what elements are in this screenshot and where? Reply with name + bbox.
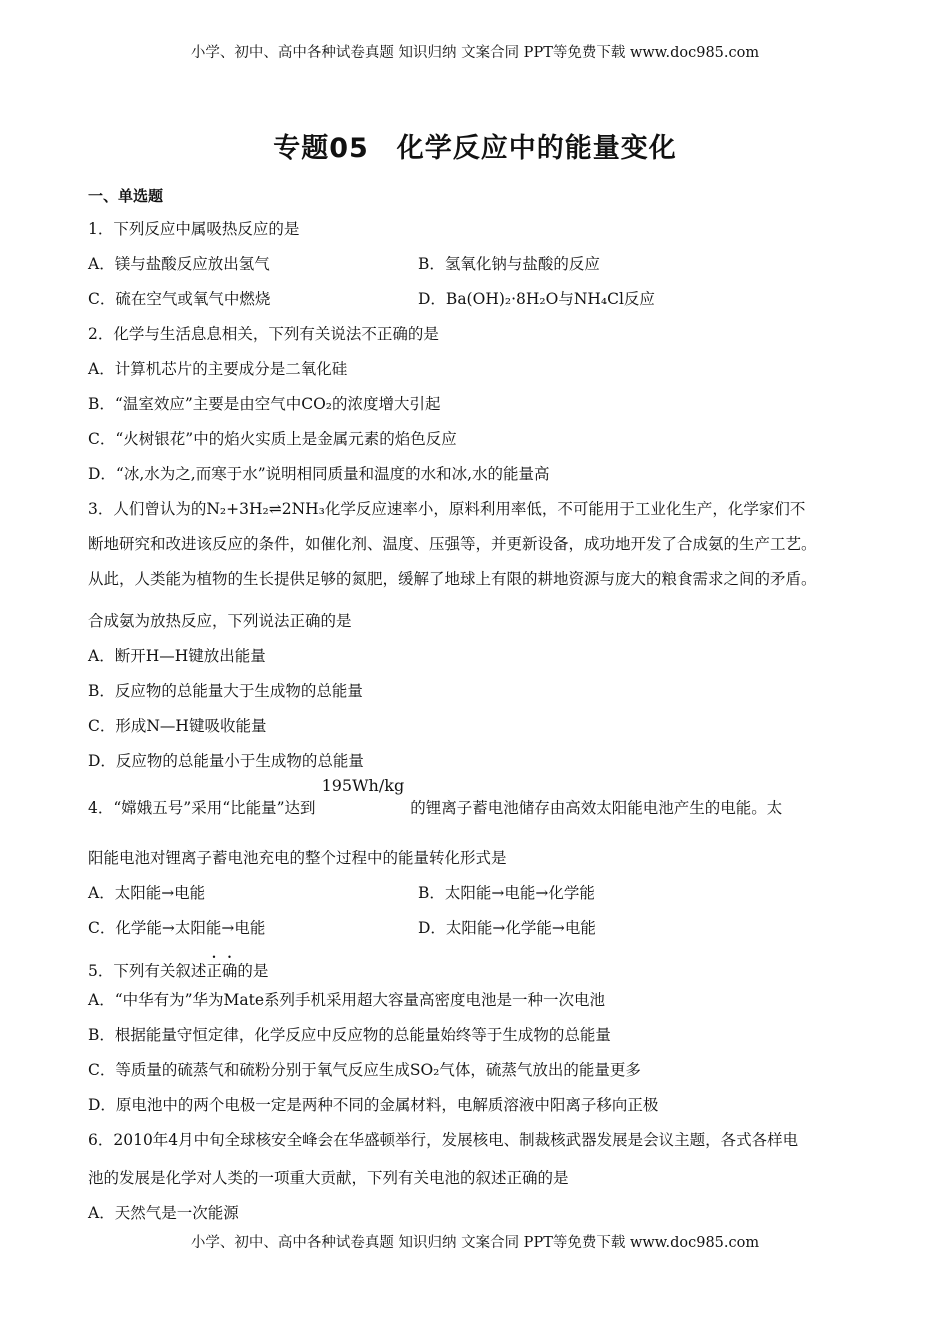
question-stem: 池的发展是化学对人类的一项重大贡献，下列有关电池的叙述正确的是 [88,1169,569,1187]
stem-text: 的是 [237,962,269,980]
page-header: 小学、初中、高中各种试卷真题 知识归纳 文案合同 PPT等免费下载 www.doc985.com [190,45,760,61]
option-d: D．原电池中的两个电极一定是两种不同的金属材料，电解质溶液中阳离子移向正极 [88,1096,659,1114]
question-stem: 2．化学与生活息息相关，下列有关说法不正确的是 [88,325,439,343]
question-stem: 合成氨为放热反应，下列说法正确的是 [88,612,352,630]
question-stem: 阳能电池对锂离子蓄电池充电的整个过程中的能量转化形式是 [88,849,507,867]
option-a: A．计算机芯片的主要成分是二氧化硅 [88,360,348,378]
option-d: D．“冰,水为之,而寒于水”说明相同质量和温度的水和冰,水的能量高 [88,465,550,483]
option-b: B．根据能量守恒定律，化学反应中反应物的总能量始终等于生成物的总能量 [88,1026,611,1044]
option-d: D．太阳能→化学能→电能 [418,919,596,937]
option-a: A．断开H—H键放出能量 [88,647,266,665]
option-c: C．形成N—H键吸收能量 [88,717,267,735]
option-c: C．等质量的硫蒸气和硫粉分别于氧气反应生成SO₂气体，硫蒸气放出的能量更多 [88,1061,641,1079]
option-a: A．镁与盐酸反应放出氢气 [88,255,270,273]
question-stem: 3．人们曾认为的N₂+3H₂⇌2NH₃化学反应速率小，原料利用率低，不可能用于工业化生产，化学家们不 [88,500,806,518]
option-a: A．天然气是一次能源 [88,1204,239,1222]
option-c: C．“火树银花”中的焰火实质上是金属元素的焰色反应 [88,430,457,448]
question-stem: 6．2010年4月中旬全球核安全峰会在华盛顿举行，发展核电、制裁核武器发展是会议主题，各式各样电 [88,1131,799,1149]
page-footer: 小学、初中、高中各种试卷真题 知识归纳 文案合同 PPT等免费下载 www.doc985.com [190,1235,760,1251]
option-b: B．反应物的总能量大于生成物的总能量 [88,682,363,700]
option-a: A．“中华有为”华为Mate系列手机采用超大容量高密度电池是一种一次电池 [88,991,606,1009]
option-b: B．太阳能→电能→化学能 [418,884,595,902]
stem-text: 的锂离子蓄电池储存由高效太阳能电池产生的电能。太 [410,799,783,817]
option-b: B．“温室效应”主要是由空气中CO₂的浓度增大引起 [88,395,441,413]
option-a: A．太阳能→电能 [88,884,206,902]
specific-energy-value: 195Wh/kg [321,776,405,795]
question-stem: 从此，人类能为植物的生长提供足够的氮肥，缓解了地球上有限的耕地资源与庞大的粮食需求之间的矛盾。 [88,570,817,588]
stem-text: 4．“嫦娥五号”采用“比能量”达到 [88,799,316,817]
option-d: D．Ba(OH)₂·8H₂O与NH₄Cl反应 [418,290,655,308]
question-stem: 1．下列反应中属吸热反应的是 [88,220,300,238]
stem-text: 5．下列有关叙述 [88,962,207,980]
emphasized-text: 正确 [206,962,238,980]
section-heading: 一、单选题 [88,187,164,205]
option-c: C．硫在空气或氧气中燃烧 [88,290,271,308]
option-d: D．反应物的总能量小于生成物的总能量 [88,752,364,770]
question-stem: 断地研究和改进该反应的条件，如催化剂、温度、压强等，并更新设备，成功地开发了合成氨的生产工艺。 [88,535,817,553]
page-title: 专题05 化学反应中的能量变化 [273,133,677,164]
question-stem [88,953,268,981]
option-b: B．氢氧化钠与盐酸的反应 [418,255,600,273]
option-c: C．化学能→太阳能→电能 [88,919,266,937]
question-stem [88,776,783,818]
